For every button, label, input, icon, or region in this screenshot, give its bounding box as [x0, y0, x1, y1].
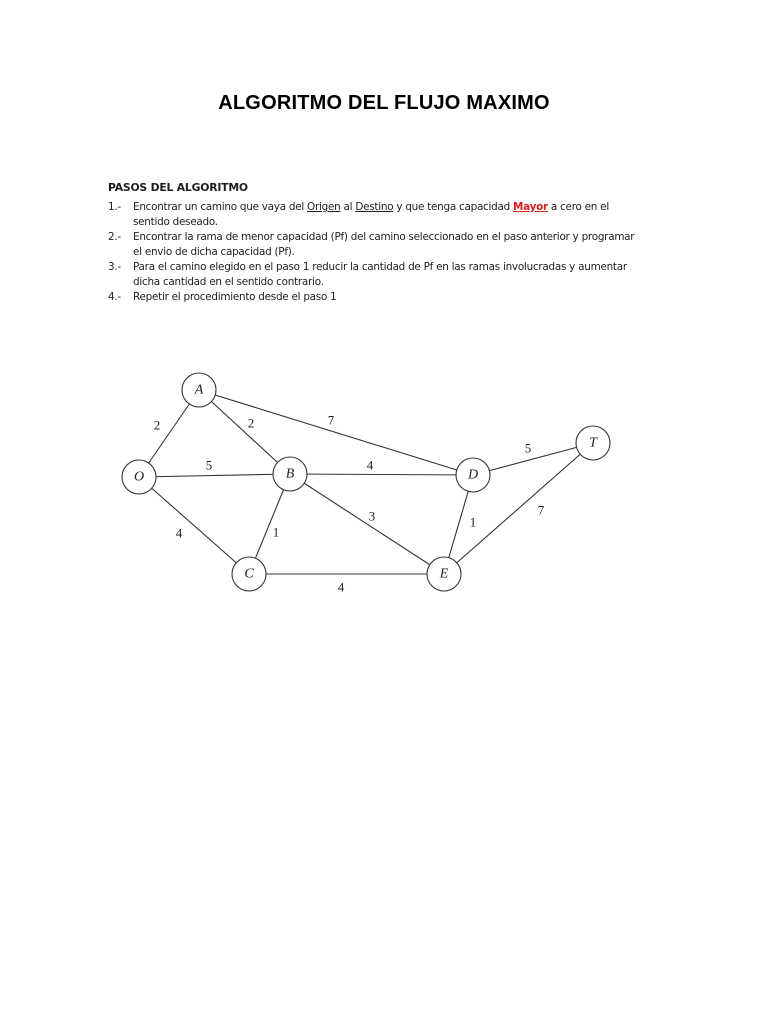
- edge-capacity-b-e: 3: [368, 508, 376, 524]
- node-label-b: B: [285, 466, 295, 482]
- node-label-e: E: [439, 566, 449, 582]
- edge-b-d: [290, 474, 473, 475]
- step-1-text-b: al: [340, 201, 356, 213]
- step-1-destino: Destino: [355, 201, 394, 213]
- edge-capacity-o-b: 5: [205, 457, 213, 473]
- steps-heading: PASOS DEL ALGORITMO: [108, 181, 248, 194]
- edge-capacity-c-e: 4: [337, 579, 345, 595]
- edge-a-d: [199, 390, 473, 475]
- edge-b-e: [290, 474, 444, 574]
- step-4-text: Repetir el procedimiento desde el paso 1: [133, 291, 337, 303]
- step-1-text-d: a cero en el sentido deseado.: [133, 201, 609, 228]
- edge-o-b: [139, 474, 290, 477]
- step-3-number: 3.-: [108, 261, 121, 273]
- page-title: ALGORITMO DEL FLUJO MAXIMO: [218, 92, 550, 114]
- edge-a-b: [199, 390, 290, 474]
- step-1-number: 1.-: [108, 201, 121, 213]
- edge-o-c: [139, 477, 249, 574]
- edge-capacity-b-d: 4: [366, 457, 374, 473]
- edge-capacity-b-c: 1: [272, 524, 280, 540]
- node-label-a: A: [194, 382, 204, 398]
- node-label-c: C: [244, 566, 254, 582]
- step-2-number: 2.-: [108, 231, 121, 243]
- node-label-d: D: [467, 467, 479, 483]
- step-1-origen: Origen: [307, 201, 341, 213]
- edge-capacity-d-e: 1: [469, 514, 477, 530]
- node-label-t: T: [589, 435, 597, 451]
- edge-capacity-a-b: 2: [247, 415, 255, 431]
- step-2-text: Encontrar la rama de menor capacidad (Pf) del camino seleccionado en el paso anterior y programar el envio de dicha capacidad (Pf).: [133, 231, 635, 258]
- step-4-number: 4.-: [108, 291, 121, 303]
- edge-capacity-a-d: 7: [327, 412, 335, 428]
- edge-capacity-d-t: 5: [524, 440, 532, 456]
- step-3-text: Para el camino elegido en el paso 1 reducir la cantidad de Pf en las ramas involucradas y aumentar dicha cantidad en el sentido contrario.: [133, 261, 627, 288]
- step-1-text-a: Encontrar un camino que vaya del: [133, 201, 308, 213]
- step-1-mayor: Mayor: [513, 201, 548, 213]
- step-1-text-c: y que tenga capacidad: [393, 201, 514, 213]
- node-label-o: O: [133, 469, 145, 485]
- edge-capacity-o-a: 2: [153, 417, 161, 433]
- edge-capacity-o-c: 4: [175, 525, 183, 541]
- edge-capacity-e-t: 7: [537, 502, 545, 518]
